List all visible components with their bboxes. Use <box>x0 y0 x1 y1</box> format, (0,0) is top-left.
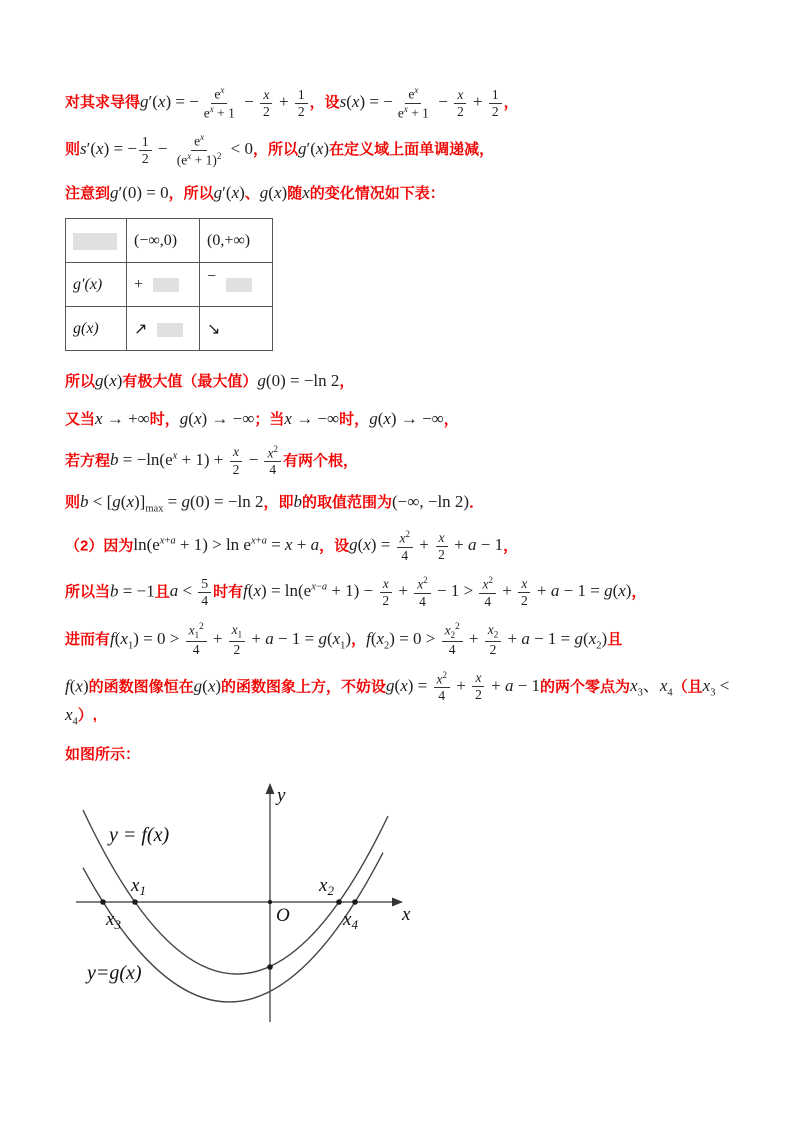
cn-text: ，所以 <box>252 141 298 159</box>
label-x4: $x_4$ <box>343 909 358 933</box>
cn-text: ， <box>631 583 647 601</box>
math-expr: f(x) <box>65 675 89 695</box>
cn-text: （2）因为 <box>65 537 134 555</box>
cn-text: 如图所示： <box>65 746 141 763</box>
graph-svg <box>73 779 433 1031</box>
math-expr: g(x) <box>193 675 222 695</box>
cn-text: 随 <box>287 184 303 202</box>
cn-text: 时有 <box>213 583 244 601</box>
math-expr: g′(x) <box>213 182 245 202</box>
math-expr: $x_3 < x_4$ <box>65 675 734 728</box>
math-expr: g(x) <box>95 371 123 391</box>
cn-text: 、 <box>244 184 260 202</box>
math-expr: a < $\frac{5}{4}$ <box>170 581 213 600</box>
math-expr: $b = -\ln(e^x + 1)$ + $\frac{x}{2}$ − $\frac{x^2}{4}$ <box>110 450 283 469</box>
cn-text: ， <box>339 373 355 391</box>
math-expr: s′(x) = − $\frac{1}{2}$ − $\frac{e^x}{(e^x + 1)^2}$ < 0 <box>80 132 253 168</box>
text-line <box>65 671 741 730</box>
cn-text: 若方程 <box>65 451 111 469</box>
cn-text: ）, <box>77 707 97 725</box>
zero-dot-x4 <box>352 899 358 905</box>
cn-text: 时， <box>149 410 180 428</box>
table-cell <box>66 219 127 263</box>
x-axis-label: x <box>402 904 411 926</box>
cn-text: 的取值范围为 <box>301 494 392 512</box>
text-line <box>65 490 741 517</box>
table-cell-text: (0,+∞) <box>207 231 251 249</box>
table-cell-text: g(x) <box>73 319 99 337</box>
y-axis-label: y <box>277 785 286 807</box>
math-expr: x → −∞ <box>284 408 340 428</box>
text-line <box>65 743 741 766</box>
f-y-intercept-dot <box>267 964 273 970</box>
label-x2: $x_2$ <box>319 875 334 899</box>
math-expr: $f(x) = \ln(e^{x-a} + 1)$ − $\frac{x}{2}$ + $\frac{x^2}{4}$ − 1 > $\frac{x^2}{4}$ + $\frac{x}{2}$ + a − 1 = g(x) <box>243 574 632 609</box>
curve-f-label: y = f(x) <box>109 824 170 847</box>
math-expr: $x_3$、$x_4$ <box>630 675 673 699</box>
solution-content <box>65 86 741 1036</box>
cn-text: 则 <box>65 494 81 512</box>
math-expr: g′(x) <box>297 139 330 159</box>
cn-text: ， <box>351 630 367 648</box>
cn-text: 且 <box>607 630 623 648</box>
y-axis-arrow-icon <box>266 783 275 794</box>
math-expr: $f(x_2) = 0$ > $\frac{x_2^2}{4}$ + $\frac{x_2}{2}$ + $a - 1 = g(x_2)$ <box>366 620 608 658</box>
table-cell <box>200 219 273 263</box>
cn-text: 的变化情况如下表： <box>309 184 445 202</box>
math-expr: g′(x) = − $\frac{e^x}{e^x + 1}$ − $\frac{x}{2}$ + $\frac{1}{2}$ <box>140 92 310 111</box>
curve-g-label: y=g(x) <box>87 962 142 985</box>
text-line <box>65 530 741 563</box>
cell-shading <box>157 323 183 337</box>
cn-text: 的两个零点为 <box>540 677 631 695</box>
origin-dot <box>268 900 272 904</box>
table-cell <box>200 263 273 307</box>
math-expr: g(x) → −∞ <box>179 408 255 428</box>
math-expr: s(x) = − $\frac{e^x}{e^x + 1}$ − $\frac{x}{2}$ + $\frac{1}{2}$ <box>340 92 504 111</box>
table-cell <box>66 307 127 351</box>
text-block-before-table <box>65 86 741 205</box>
text-line <box>65 133 741 167</box>
cn-text: 所以 <box>65 373 96 391</box>
math-expr: x <box>302 182 310 202</box>
math-expr: $f(x_1) = 0$ > $\frac{x_1^2}{4}$ + $\frac{x_1}{2}$ + $a - 1 = g(x_1)$ <box>110 620 352 658</box>
table-cell-text: (−∞,0) <box>134 231 178 249</box>
cn-text: ， <box>443 410 459 428</box>
table-cell <box>127 219 200 263</box>
math-expr: g(x) <box>259 182 288 202</box>
math-expr: x → +∞ <box>95 408 150 428</box>
zero-dot-x2 <box>336 899 342 905</box>
cn-text: ，设 <box>309 94 340 112</box>
cn-text: 则 <box>65 141 81 159</box>
math-expr: g(x) → −∞ <box>369 408 444 428</box>
text-line <box>65 86 741 120</box>
cn-text: 有两个根， <box>282 451 358 469</box>
cn-text: 又当 <box>65 410 96 428</box>
text-line <box>65 407 741 432</box>
table-cell-text: ↗ <box>134 320 148 338</box>
cn-text: ， <box>503 94 519 112</box>
math-expr: b = −1 <box>110 581 155 601</box>
math-expr: $b < [g(x)]_{max} = g(0) = -\ln$ 2 <box>80 492 264 515</box>
text-line <box>65 369 741 394</box>
cn-text: 的函数图像恒在 <box>88 677 194 695</box>
cn-text: 所以当 <box>65 583 111 601</box>
text-line <box>65 622 741 658</box>
table-row <box>66 263 273 307</box>
table-row <box>66 219 273 263</box>
label-x1: $x_1$ <box>131 875 146 899</box>
math-expr: g′(0) = 0 <box>110 182 169 202</box>
text-line <box>65 445 741 478</box>
text-block-after-table <box>65 369 741 766</box>
cn-text: ， <box>503 537 519 555</box>
math-expr: g(0) = −ln 2 <box>257 371 340 391</box>
variation-table <box>65 218 273 351</box>
cn-text: ；当 <box>254 410 285 428</box>
table-cell-text: ↘ <box>207 320 221 338</box>
cn-text: （且 <box>672 677 703 695</box>
zero-dot-x1 <box>132 899 138 905</box>
cell-shading <box>226 278 252 292</box>
cn-text: ，设 <box>319 537 350 555</box>
table-cell-text: − <box>207 267 217 285</box>
math-expr: $\ln(e^{x+a} + 1) > \ln e^{x+a} = x + a$ <box>133 535 320 555</box>
cn-text: ． <box>469 494 485 512</box>
cn-text: ，即 <box>263 494 294 512</box>
cn-text: 且 <box>154 583 170 601</box>
table-cell <box>127 307 200 351</box>
origin-label: O <box>276 905 290 927</box>
math-expr: g(x) = $\frac{x^2}{4}$ + $\frac{x}{2}$ + a − 1 <box>349 529 504 563</box>
math-expr: g(x) = $\frac{x^2}{4}$ + $\frac{x}{2}$ + a − 1 <box>386 669 541 704</box>
cn-text: 的函数图象上方，不妨设 <box>221 677 387 695</box>
cell-shading <box>153 278 179 292</box>
cell-shading <box>73 233 117 250</box>
math-expr: (−∞, −ln 2) <box>392 492 470 512</box>
cn-text: 注意到 <box>65 184 111 202</box>
table-cell <box>200 307 273 351</box>
cn-text: ，所以 <box>168 184 214 202</box>
function-graph-figure <box>73 779 453 1036</box>
text-line <box>65 181 741 206</box>
cn-text: 时， <box>339 410 370 428</box>
cn-text: 对其求导得 <box>65 94 141 112</box>
zero-dot-x3 <box>100 899 106 905</box>
text-line <box>65 576 741 609</box>
math-expr: b <box>293 492 302 512</box>
table-cell-text: + <box>134 275 144 293</box>
cn-text: 进而有 <box>65 630 111 648</box>
cn-text: 有极大值（最大值） <box>122 373 258 391</box>
table-cell <box>127 263 200 307</box>
table-cell-text: g′(x) <box>73 275 103 293</box>
table-cell <box>66 263 127 307</box>
label-x3: $x_3$ <box>106 909 121 933</box>
table-row <box>66 307 273 351</box>
cn-text: 在定义域上面单调递减， <box>329 141 495 159</box>
